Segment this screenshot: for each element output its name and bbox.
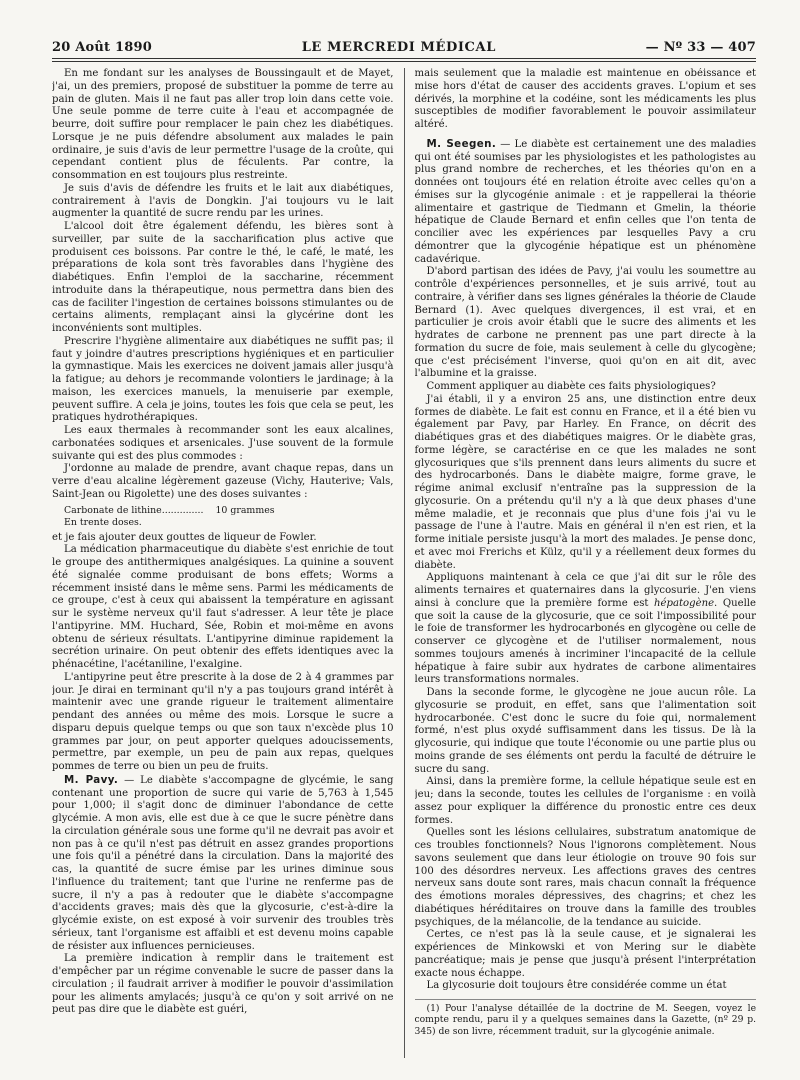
header-page-number: — Nº 33 — 407 xyxy=(645,40,756,55)
author-name: M. Seegen. xyxy=(426,137,497,150)
header-title: LE MERCREDI MÉDICAL xyxy=(301,40,496,55)
paragraph: Les eaux thermales à recommander sont les eaux alcalines, carbonatées sodiques et arsenicales. J'use souvent de la formule suivante qui est des plus commodes : xyxy=(52,425,394,462)
paragraph-text: . Quelle que soit la cause de la glycosurie, que ce soit l'impossibilité pour le foie de transformer les hydrocarbonés en glycogène ou celle de conserver ce glycogène et de l'utiliser normalement, nous sommes toujours amenés à incriminer l'incapacité de la cellule hépatique à faire subir aux hydrates de carbone alimentaires leurs transformations normales. xyxy=(414,597,757,686)
paragraph: et je fais ajouter deux gouttes de liqueur de Fowler. xyxy=(52,531,317,543)
paragraph: Certes, ce n'est pas là la seule cause, et je signalerai les expériences de Minkowski et von Mering sur le diabète pancréatique; mais je pense que jusqu'à présent l'interprétation exacte nous échappe. xyxy=(414,929,757,979)
paragraph-pavy xyxy=(52,774,394,954)
paragraph: Prescrire l'hygiène alimentaire aux diabétiques ne suffit pas; il faut y joindre d'autres prescriptions hygiéniques et en particulier la gymnastique. Mais les exercices ne doivent jamais aller jusqu'à la fatigue; au dehors je recommande volontiers le jardinage; à la maison, les exercices manuels, la menuiserie par exemple, peuvent suffire. A cela je joins, toutes les fois que cela se peut, les pratiques hydrothérapiques. xyxy=(52,335,394,424)
footnote-text: (1) Pour l'analyse détaillée de la doctrine de M. Seegen, voyez le compte rendu, paru il y a quelques semaines dans la Gazette, (nº 29 p. 345) de son livre, récemment traduit, sur la glycogénie animale. xyxy=(414,1003,757,1037)
paragraph: La médication pharmaceutique du diabète s'est enrichie de tout le groupe des antithermiques analgésiques. La quinine a souvent été signalée comme produisant de bons effets; Worms a récemment insisté dans le même sens. Parmi les médicaments de ce groupe, c'est à ceux qui abaissent la température en agissant sur le système nerveux qu'il faut s'adresser. A leur tête je place l'antipyrine. MM. Huchard, Sée, Robin et moi-même en avons obtenu de sérieux résultats. L'antipyrine diminue rapidement la secrétion urinaire. On peut obtenir des effets identiques avec la phénacétine, l'acétaniline, l'exalgine. xyxy=(52,544,394,670)
paragraph: Je suis d'avis de défendre les fruits et le lait aux diabétiques, contrairement à l'avis de Dongkin. J'ai toujours vu le lait augmenter la quantité de sucre rendu par les urines. xyxy=(52,182,394,220)
columns xyxy=(52,68,756,1068)
paragraph: L'antipyrine peut être prescrite à la dose de 2 à 4 grammes par jour. Je dirai en terminant qu'il n'y a pas toujours grand intérêt à maintenir avec une grande rigueur le traitement alimentaire pendant des années ou même des mois. Lorsque le sucre a disparu depuis quelque temps ou que son taux n'excède plus 10 grammes par jour, on peut apporter quelques adoucissements, permettre, par exemple, un peu de pain aux repas, quelques pommes de terre ou bien un peu de fruits. xyxy=(52,671,394,772)
paragraph: mais seulement que la maladie est maintenue en obéissance et mise hors d'état de causer des accidents graves. L'opium et ses dérivés, la morphine et la codéine, sont les médicaments les plus susceptibles de modifier favorablement le pouvoir assimilateur altéré. xyxy=(414,68,757,130)
paragraph: La glycosurie doit toujours être considérée comme un état xyxy=(426,980,727,992)
paragraph: Comment appliquer au diabète ces faits physiologiques? xyxy=(426,381,716,392)
paragraph: En me fondant sur les analyses de Boussingault et de Mayet, j'ai, un des premiers, proposé de substituer la pomme de terre au pain de gluten. Mais il ne faut pas aller trop loin dans cette voie. Une seule pomme de terre cuite à l'eau et accompagnée de beurre, doit suffire pour remplacer le pain chez les diabétiques. Lorsque je ne puis défendre absolument aux malades le pain ordinaire, je suis d'avis de leur permettre l'usage de la croûte, qui cependant contient plus de féculents. Par contre, la consommation en est toujours plus restreinte. xyxy=(52,68,394,181)
prescription xyxy=(64,505,394,529)
paragraph: Ainsi, dans la première forme, la cellule hépatique seule est en jeu; dans la seconde, toutes les cellules de l'organisme : en voilà assez pour expliquer la différence du pronostic entre ces deux formes. xyxy=(414,776,757,826)
emphasis: hépatogène xyxy=(654,597,715,609)
paragraph: J'ordonne au malade de prendre, avant chaque repas, dans un verre d'eau alcaline légèrement gazeuse (Vichy, Hauterive; Vals, Saint-Jean ou Rigolette) une des doses suivantes : xyxy=(52,463,394,500)
paragraph-text: Appliquons maintenant à cela ce que j'ai dit sur le rôle des aliments ternaires et quaternaires dans la glycosurie. J'en viens ainsi à conclure que la première forme est xyxy=(414,572,757,609)
paragraph: Quelles sont les lésions cellulaires, substratum anatomique de ces troubles fonctionnels? Nous l'ignorons complètement. Nous savons seulement que dans leur étiologie on trouve 90 fois sur 100 des désordres nerveux. Les affections graves des centres nerveux sans doute sont rares, mais chacun connaît la fréquence des émotions morales dépressives, des chagrins; et chez les diabétiques héréditaires on trouve dans la famille des troubles psychiques, de la mélancolie, de la tendance au suicide. xyxy=(414,827,757,928)
paragraph-text: — Le diabète s'accompagne de glycémie, le sang contenant une proportion de sucre qui varie de 5,763 à 1,545 pour 1,000; il s'agit donc de diminuer l'abondance de cette glycémie. A mon avis, elle est due à ce que le sucre pénètre dans la circulation générale sous une forme qu'il ne devrait pas avoir et non pas à ce qu'il n'est pas détruit en assez grandes proportions une fois qu'il a pénétré dans la circulation. Dans la majorité des cas, la quantité de sucre émise par les urines diminue sous l'influence du traitement; tant que l'urine ne renferme pas de sucre, il n'y a pas à redouter que le diabète s'accompagne d'accidents graves; mais dès que la glycosurie, c'est-à-dire la glycémie existe, on est exposé à voir survenir des troubles très sérieux, tant l'organisme est affaibli et est devenu moins capable de résister aux influences pernicieuses. xyxy=(52,774,394,952)
paragraph: L'alcool doit être également défendu, les bières sont à surveiller, par suite de la saccharification plus active que produisent ces boissons. Par contre le thé, le café, le maté, les préparations de kola sont très favorables dans l'hygiène des diabétiques. Enfin l'emploi de la saccharine, récemment introduite dans la thérapeutique, nous permettra dans bien des cas de faciliter l'ingestion de certaines boissons stimulantes ou de certains aliments, remplaçant ainsi la glycérine dont les inconvénients sont multiples. xyxy=(52,221,394,334)
paragraph-text: — Le diabète est certainement une des maladies qui ont été soumises par les physiologistes et les pathologistes au plus grand nombre de recherches, et les théories qu'on en a données ont toujours été en relation étroite avec celles qu'on a émises sur la glycogénie animale : et je rappellerai la théorie alimentaire et gastrique de Tiedmann et Gmelin, la théorie hépatique de Claude Bernard et enfin celles que l'on tenta de concilier avec les expériences par lesquelles Pavy a cru démontrer que la glycogénie hépatique est un phénomène cadavérique. xyxy=(414,138,757,265)
header-date: 20 Août 1890 xyxy=(52,40,152,55)
header-double-rule xyxy=(52,61,756,62)
author-name: M. Pavy. xyxy=(64,773,119,786)
prescription-item: Carbonate de lithine.............. xyxy=(64,504,204,516)
paragraph: D'abord partisan des idées de Pavy, j'ai voulu les soumettre au contrôle d'expériences personnelles, et je suis arrivé, tout au contraire, à vérifier dans ses lignes générales la théorie de Claude Bernard (1). Avec quelques divergences, il est vrai, et en particulier je crois avoir établi que le sucre des aliments et les hydrates de carbone ne prennent pas une part directe à la formation du sucre de foie, mais seulement à celle du glycogène; que c'est précisément l'inverse, quoi qu'on en ait dit, avec l'albumine et la graisse. xyxy=(414,266,757,380)
prescription-amount: 10 grammes xyxy=(215,504,275,516)
paragraph: Dans la seconde forme, le glycogène ne joue aucun rôle. La glycosurie se produit, en effet, sans que l'alimentation soit hydrocarbonée. C'est donc le sucre du foie qui, normalement formé, n'est plus oxydé suffisamment dans les tissus. De là la glycosurie, qui indique que toute l'économie ou une partie plus ou moins grande de ses éléments ont perdu la faculté de détruire le sucre du sang. xyxy=(414,687,757,775)
page-header xyxy=(52,40,756,59)
paragraph: J'ai établi, il y a environ 25 ans, une distinction entre deux formes de diabète. Le fait est connu en France, et il a été bien vu également par Pavy, par Harley. En France, on décrit des diabétiques gras et des diabétiques maigres. Or le diabète gras, forme légère, se caractérise en ce que les malades ne sont glycosuriques que s'ils prennent dans leurs aliments du sucre et des hydrocarbonés. Dans le diabète maigre, forme grave, le régime animal exclusif n'entraîne pas la suppression de la glycosurie. On a prétendu qu'il n'y a là que deux phases d'une même maladie, et je reconnais que plus d'une fois j'ai vu le passage de l'une à l'autre. Mais en général il n'en est rien, et la forme initiale persiste jusqu'à la mort des malades. Je pense donc, et avec moi Frerichs et Külz, qu'il y a réellement deux formes du diabète. xyxy=(414,393,757,571)
paragraph: La première indication à remplir dans le traitement est d'empêcher par un régime convenable le sucre de passer dans la circulation ; il faudrait arriver à modifier le pouvoir d'assimilation pour les aliments amylacés; jusqu'à ce qu'on y soit arrivé on ne peut pas dire que le diabète est guéri, xyxy=(52,953,394,1016)
paragraph xyxy=(415,572,757,687)
paragraph-seegen xyxy=(415,138,757,267)
footnote xyxy=(415,999,757,1037)
right-column xyxy=(415,68,757,1068)
prescription-line xyxy=(64,505,394,517)
column-divider xyxy=(404,68,405,1058)
left-column xyxy=(52,68,394,1068)
prescription-doses: En trente doses. xyxy=(64,516,142,528)
